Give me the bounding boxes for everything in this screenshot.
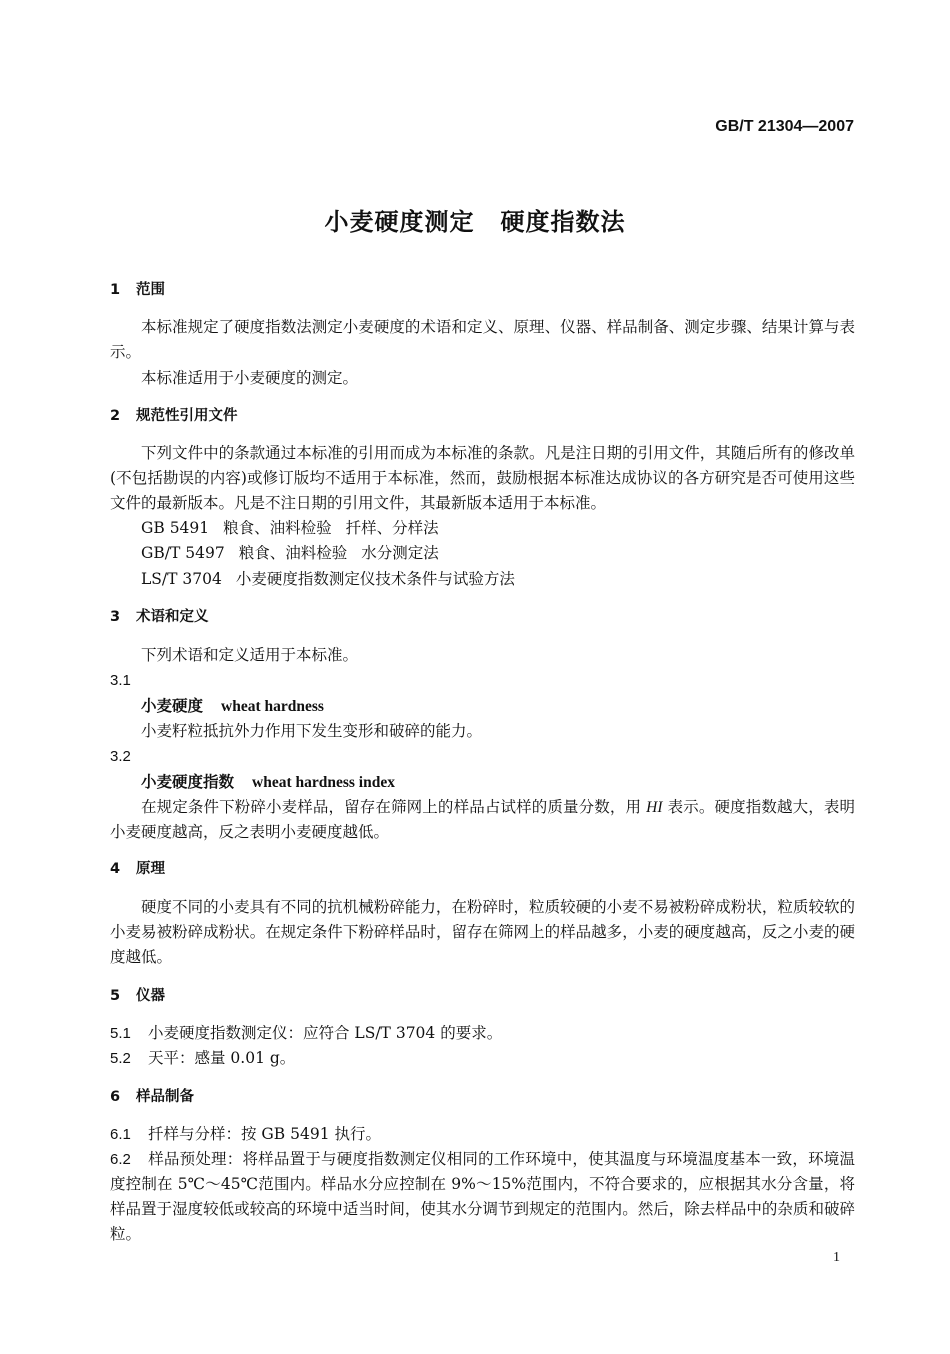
reference-item <box>110 567 886 592</box>
section-1-paragraph-2: 本标准适用于小麦硬度的测定。 <box>141 369 359 387</box>
section-1-heading <box>110 278 855 303</box>
title-part2: 硬度指数法 <box>500 207 626 236</box>
clause-number: 5.1 <box>110 1025 131 1042</box>
term-chinese: 小麦硬度指数 <box>141 772 235 791</box>
section-2-paragraph-1: 下列文件中的条款通过本标准的引用而成为本标准的条款。凡是注日期的引用文件，其随后所有的修改单(不包括勘误的内容)或修订版均不适用于本标准，然而，鼓励根据本标准达成协议的各方研究是否可使用这些文件的最新版本。凡是不注日期的引用文件，其最新版本适用于本标准。 <box>110 444 855 512</box>
section-number: 1 <box>110 282 121 298</box>
clause-number: 6.2 <box>110 1151 131 1168</box>
definition-text: 表示。硬度指数越大，表明小麦硬度越高，反之表明小麦硬度越低。 <box>110 798 855 841</box>
section-number: 4 <box>110 861 121 877</box>
clause-text: 小麦硬度指数测定仪：应符合 LS/T 3704 的要求。 <box>148 1024 503 1042</box>
clause-item <box>110 1046 855 1071</box>
section-title: 样品制备 <box>136 1089 194 1105</box>
title-part1: 小麦硬度测定 <box>324 207 475 236</box>
section-title: 规范性引用文件 <box>136 408 238 424</box>
section-title: 原理 <box>136 861 165 877</box>
section-title: 术语和定义 <box>136 609 209 625</box>
term-entry <box>110 769 886 795</box>
section-number: 5 <box>110 988 121 1004</box>
section-6-heading <box>110 1085 855 1110</box>
term-definition <box>110 795 855 845</box>
standard-number: GB/T 21304—2007 <box>715 118 854 135</box>
reference-title: 粮食、油料检验 <box>223 519 332 537</box>
page-number: 1 <box>833 1250 840 1265</box>
reference-code: GB/T 5497 <box>141 544 225 562</box>
reference-code: LS/T 3704 <box>141 570 222 588</box>
reference-subtitle: 扦样、分样法 <box>345 519 439 537</box>
clause-item <box>110 1122 855 1147</box>
section-number: 6 <box>110 1089 121 1105</box>
reference-item <box>110 516 886 541</box>
section-2-heading <box>110 404 855 429</box>
section-3-paragraph-1: 下列术语和定义适用于本标准。 <box>141 646 359 664</box>
reference-title: 小麦硬度指数测定仪技术条件与试验方法 <box>235 570 515 588</box>
section-4-paragraph-1: 硬度不同的小麦具有不同的抗机械粉碎能力，在粉碎时，粒质较硬的小麦不易被粉碎成粉状，粒质较软的小麦易被粉碎成粉状。在规定条件下粉碎样品时，留存在筛网上的样品越多，小麦的硬度越高，反之小麦的硬度越低。 <box>110 898 855 966</box>
document-title <box>0 202 950 237</box>
reference-subtitle: 水分测定法 <box>361 544 439 562</box>
clause-number: 5.2 <box>110 1050 131 1067</box>
term-chinese: 小麦硬度 <box>141 696 204 715</box>
section-4-heading <box>110 857 855 882</box>
clause-item <box>110 1021 855 1046</box>
section-number: 2 <box>110 408 121 424</box>
section-5-heading <box>110 984 855 1009</box>
section-1-paragraph-1: 本标准规定了硬度指数法测定小麦硬度的术语和定义、原理、仪器、样品制备、测定步骤、结果计算与表示。 <box>110 318 855 361</box>
section-3-heading <box>110 605 855 630</box>
reference-code: GB 5491 <box>141 519 210 537</box>
clause-text: 天平：感量 0.01 g。 <box>148 1049 296 1067</box>
clause-number: 3.1 <box>110 672 131 689</box>
term-english: wheat hardness <box>221 698 324 715</box>
clause-text: 扦样与分样：按 GB 5491 执行。 <box>148 1125 382 1143</box>
term-english: wheat hardness index <box>252 774 395 791</box>
section-title: 仪器 <box>136 988 165 1004</box>
clause-item <box>110 1147 855 1247</box>
clause-text: 样品预处理：将样品置于与硬度指数测定仪相同的工作环境中，使其温度与环境温度基本一致，环境温度控制在 5℃～45℃范围内。样品水分应控制在 9%～15%范围内，不符合要求的，应根据其水分含量，将样品置于湿度较低或较高的环境中适当时间，使其水分调节到规定的范围内。然后，除去样品中的杂质和破碎粒。 <box>110 1150 855 1243</box>
clause-number: 6.1 <box>110 1126 131 1143</box>
reference-item <box>110 541 886 566</box>
term-definition: 小麦籽粒抵抗外力作用下发生变形和破碎的能力。 <box>141 722 483 740</box>
section-number: 3 <box>110 609 121 625</box>
clause-number: 3.2 <box>110 748 131 765</box>
definition-text: 在规定条件下粉碎小麦样品，留存在筛网上的样品占试样的质量分数，用 <box>141 798 647 816</box>
section-title: 范围 <box>136 282 165 298</box>
definition-symbol: HI <box>646 799 663 816</box>
term-entry <box>110 693 886 719</box>
reference-title: 粮食、油料检验 <box>238 544 348 562</box>
